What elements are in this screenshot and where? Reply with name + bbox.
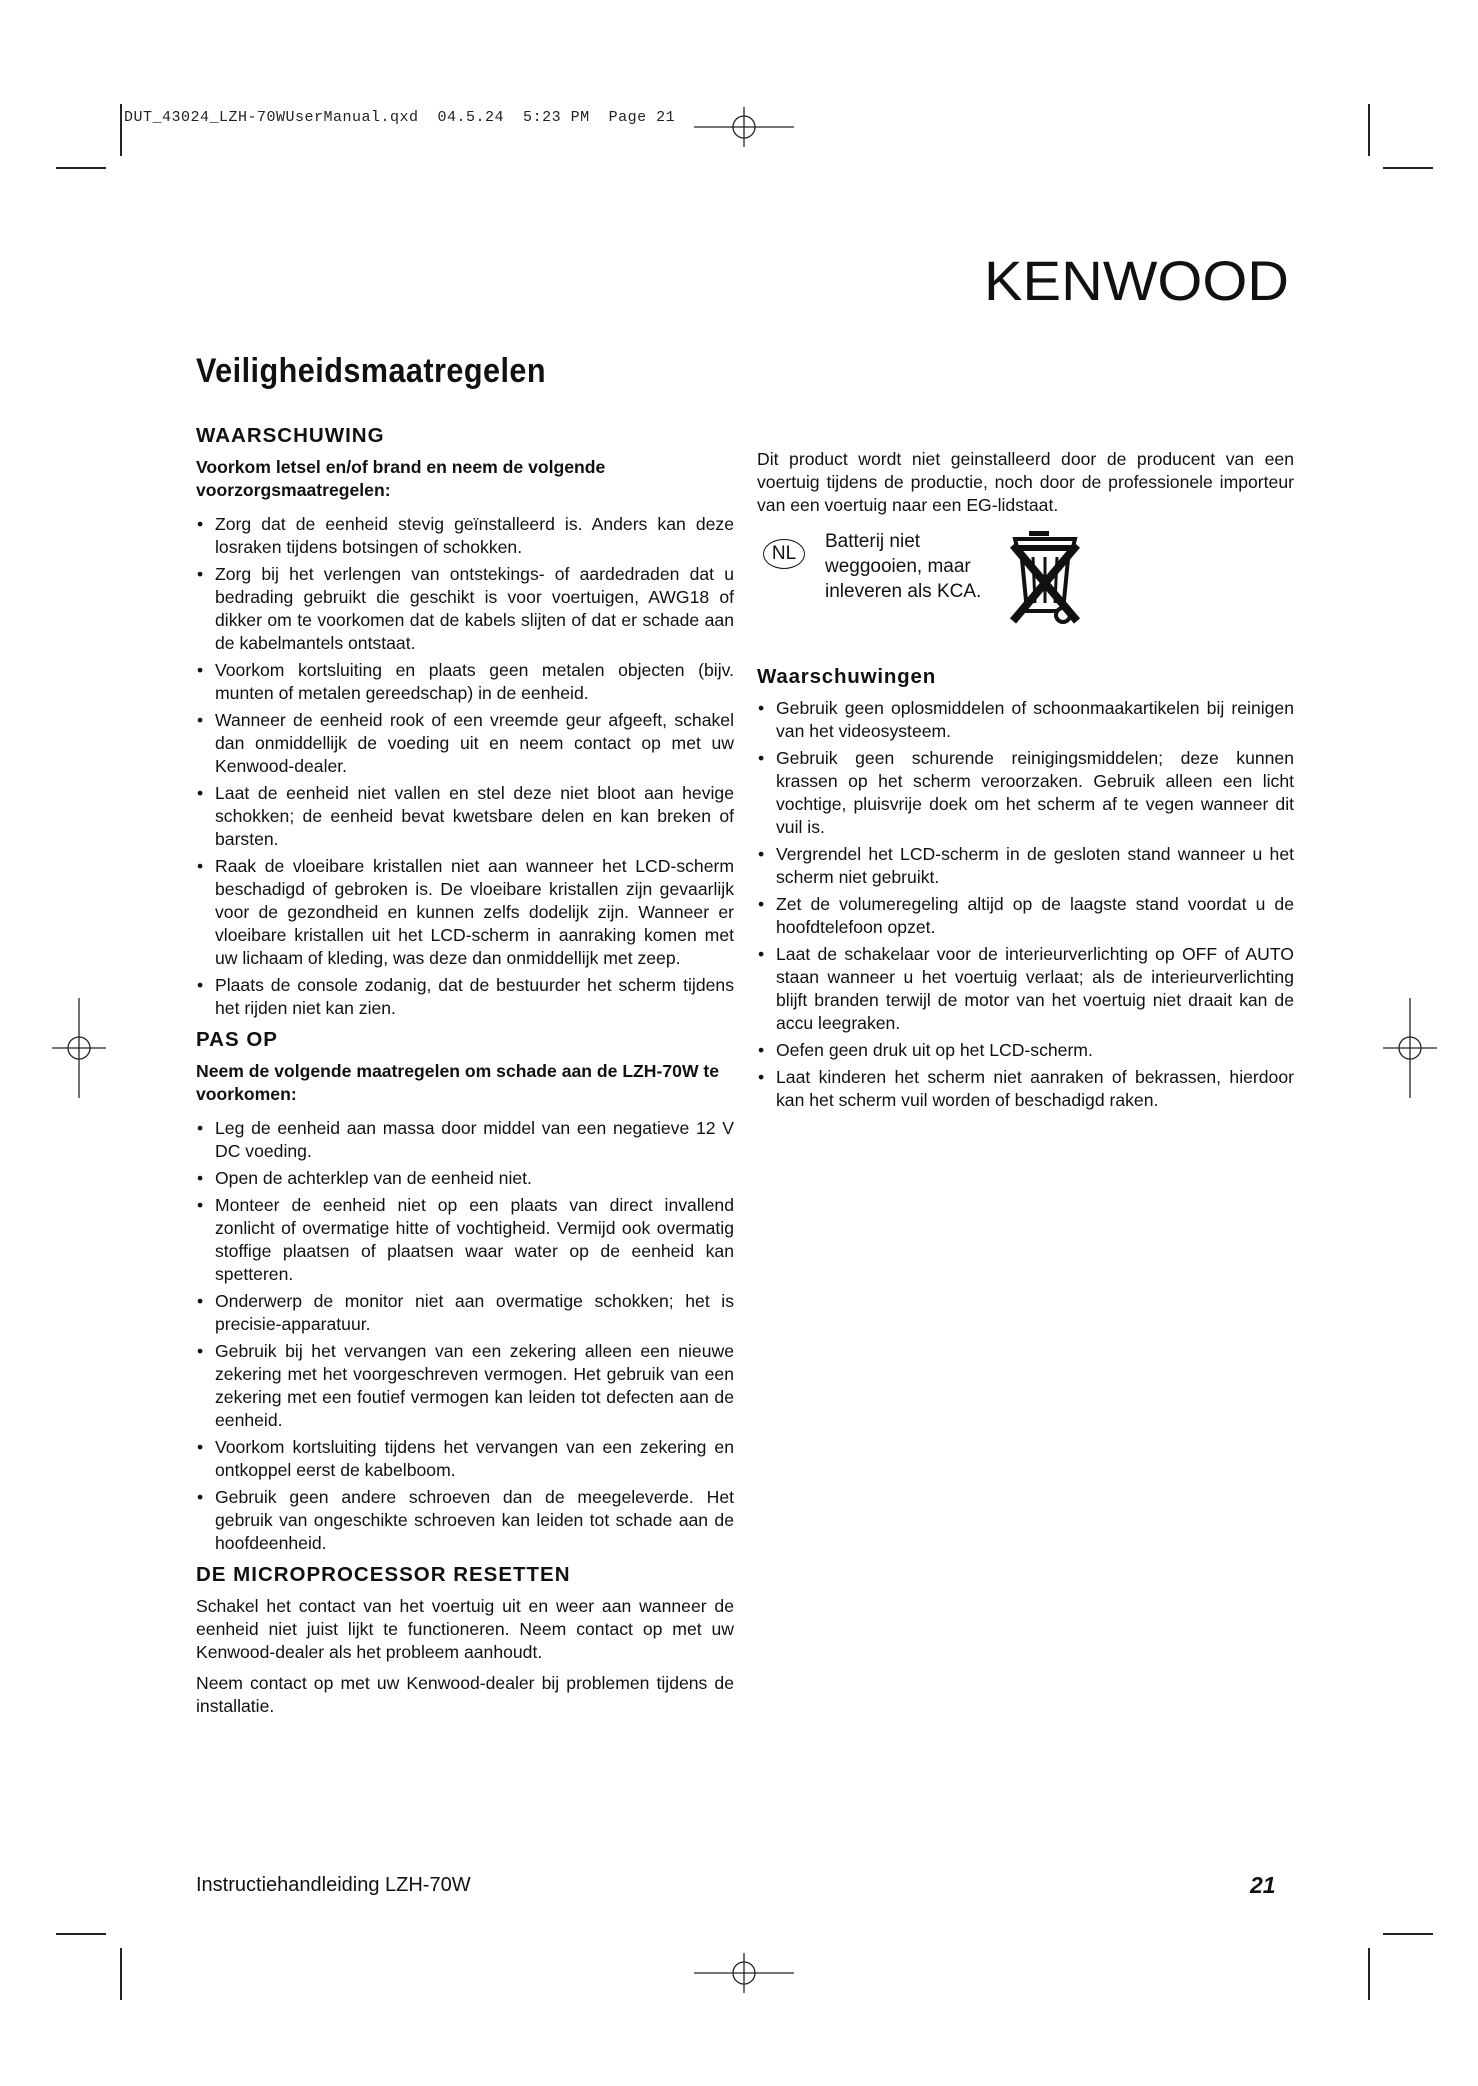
list-item: • Laat kinderen het scherm niet aanraken of bekrassen, hierdoor kan het scherm vuil worden of beschadigd raken. <box>757 1066 1294 1112</box>
battery-disposal-text: Batterij niet weggooien, maar inleveren als KCA. <box>825 531 982 602</box>
list-item: • Voorkom kortsluiting en plaats geen metalen objecten (bijv. munten of metalen gereedschap) in de eenheid. <box>196 659 734 705</box>
page-number: 21 <box>1250 1872 1276 1898</box>
list-item: • Raak de vloeibare kristallen niet aan wanneer het LCD-scherm beschadigd of gebroken is. De vloeibare kristallen zijn gevaarlijk voor de gezondheid en kunnen zelfs dodelijk zijn. Wanneer er vloeibare kristallen uit het LCD-scherm in aanraking komen met uw lichaam of kleding, was deze dan onmiddellijk met zeep. <box>196 855 734 970</box>
caution-heading: PAS OP <box>196 1028 278 1051</box>
right-column <box>757 448 1294 1120</box>
file-slug: DUT_43024_LZH-70WUserManual.qxd 04.5.24 5:23 PM Page 21 <box>124 109 676 126</box>
reset-paragraph: Schakel het contact van het voertuig uit en weer aan wanneer de eenheid niet juist lijkt te functioneren. Neem contact op met uw Kenwood-dealer als het probleem aanhoudt. <box>196 1596 734 1662</box>
registration-mark-bottom <box>694 1953 794 1993</box>
caution-lead: Neem de volgende maatregelen om schade aan de LZH-70W te voorkomen: <box>196 1061 720 1104</box>
list-item: • Zorg bij het verlengen van ontstekings- of aardedraden dat u bedrading gebruikt die geschikt is voor voertuigen, AWG18 of dikker om te voorkomen dat de kabels slijten of dat er schade aan de kabelmantels ontstaat. <box>196 563 734 655</box>
list-item: • Zorg dat de eenheid stevig geïnstalleerd is. Anders kan deze losraken tijdens botsingen of schokken. <box>196 513 734 559</box>
kenwood-logo <box>984 252 1289 306</box>
list-item: • Gebruik bij het vervangen van een zekering alleen een nieuwe zekering met het voorgeschreven vermogen. Het gebruik van een zekering met een foutief vermogen kan leiden tot defecten aan de eenheid. <box>196 1340 734 1432</box>
list-item: • Open de achterklep van de eenheid niet. <box>196 1167 734 1190</box>
list-item: • Voorkom kortsluiting tijdens het vervangen van een zekering en ontkoppel eerst de kabelboom. <box>196 1436 734 1482</box>
list-item: • Vergrendel het LCD-scherm in de gesloten stand wanneer u het scherm niet gebruikt. <box>757 843 1294 889</box>
page-title: Veiligheidsmaatregelen <box>196 352 547 390</box>
left-column <box>196 424 734 1726</box>
warning-lead: Voorkom letsel en/of brand en neem de volgende voorzorgsmaatregelen: <box>196 457 606 500</box>
list-item: • Monteer de eenheid niet op een plaats van direct invallend zonlicht of overmatige hitte of vochtigheid. Vermijd ook overmatig stoffige plaatsen of plaatsen waar water op de eenheid kan spetteren. <box>196 1194 734 1286</box>
list-item: • Laat de schakelaar voor de interieurverlichting op OFF of AUTO staan wanneer u het voertuig verlaat; als de interieurverlichting blijft branden terwijl de motor van het voertuig niet draait kan de accu leegraken. <box>757 943 1294 1035</box>
registration-mark-top <box>694 107 794 147</box>
registration-mark-right <box>1383 998 1437 1098</box>
intro-paragraph: Dit product wordt niet geinstalleerd door de producent van een voertuig tijdens de productie, noch door de professionele importeur van een voertuig naar een EG-lidstaat. <box>757 449 1294 515</box>
list-item: • Onderwerp de monitor niet aan overmatige schokken; het is precisie-apparatuur. <box>196 1290 734 1336</box>
registration-mark-left <box>52 998 106 1098</box>
reset-heading: DE MICROPROCESSOR RESETTEN <box>196 1563 571 1586</box>
caution-list <box>196 1117 734 1555</box>
svg-text:KENWOOD: KENWOOD <box>984 252 1289 306</box>
list-item: • Leg de eenheid aan massa door middel van een negatieve 12 V DC voeding. <box>196 1117 734 1163</box>
warnings-list <box>757 697 1294 1112</box>
list-item: • Laat de eenheid niet vallen en stel deze niet bloot aan hevige schokken; de eenheid bevat kwetsbare delen en kan breken of barsten. <box>196 782 734 851</box>
reset-section <box>196 1563 734 1718</box>
list-item: • Gebruik geen oplosmiddelen of schoonmaakartikelen bij reinigen van het videosysteem. <box>757 697 1294 743</box>
list-item: • Zet de volumeregeling altijd op de laagste stand voordat u de hoofdtelefoon opzet. <box>757 893 1294 939</box>
warning-list <box>196 513 734 1020</box>
battery-disposal-notice <box>757 529 1294 639</box>
footer-manual-title: Instructiehandleiding LZH-70W <box>196 1874 471 1896</box>
warnings-section <box>757 665 1294 1112</box>
warning-heading: WAARSCHUWING <box>196 424 385 447</box>
list-item: • Plaats de console zodanig, dat de bestuurder het scherm tijdens het rijden niet kan zien. <box>196 974 734 1020</box>
reset-paragraph: Neem contact op met uw Kenwood-dealer bij problemen tijdens de installatie. <box>196 1673 734 1716</box>
warnings-heading: Waarschuwingen <box>757 665 937 688</box>
list-item: • Oefen geen druk uit op het LCD-scherm. <box>757 1039 1294 1062</box>
list-item: • Gebruik geen schurende reinigingsmiddelen; deze kunnen krassen op het scherm veroorzaken. Gebruik alleen een licht vochtige, pluisvrije doek om het scherm af te vegen wanneer dit vuil is. <box>757 747 1294 839</box>
list-item: • Wanneer de eenheid rook of een vreemde geur afgeeft, schakel dan onmiddellijk de voeding uit en neem contact op met uw Kenwood-dealer. <box>196 709 734 778</box>
list-item: • Gebruik geen andere schroeven dan de meegeleverde. Het gebruik van ongeschikte schroeven kan leiden tot schade aan de hoofdeenheid. <box>196 1486 734 1555</box>
country-badge: NL <box>763 539 805 569</box>
caution-section <box>196 1028 734 1555</box>
warning-section <box>196 424 734 1020</box>
crossed-bin-icon <box>1007 529 1083 625</box>
